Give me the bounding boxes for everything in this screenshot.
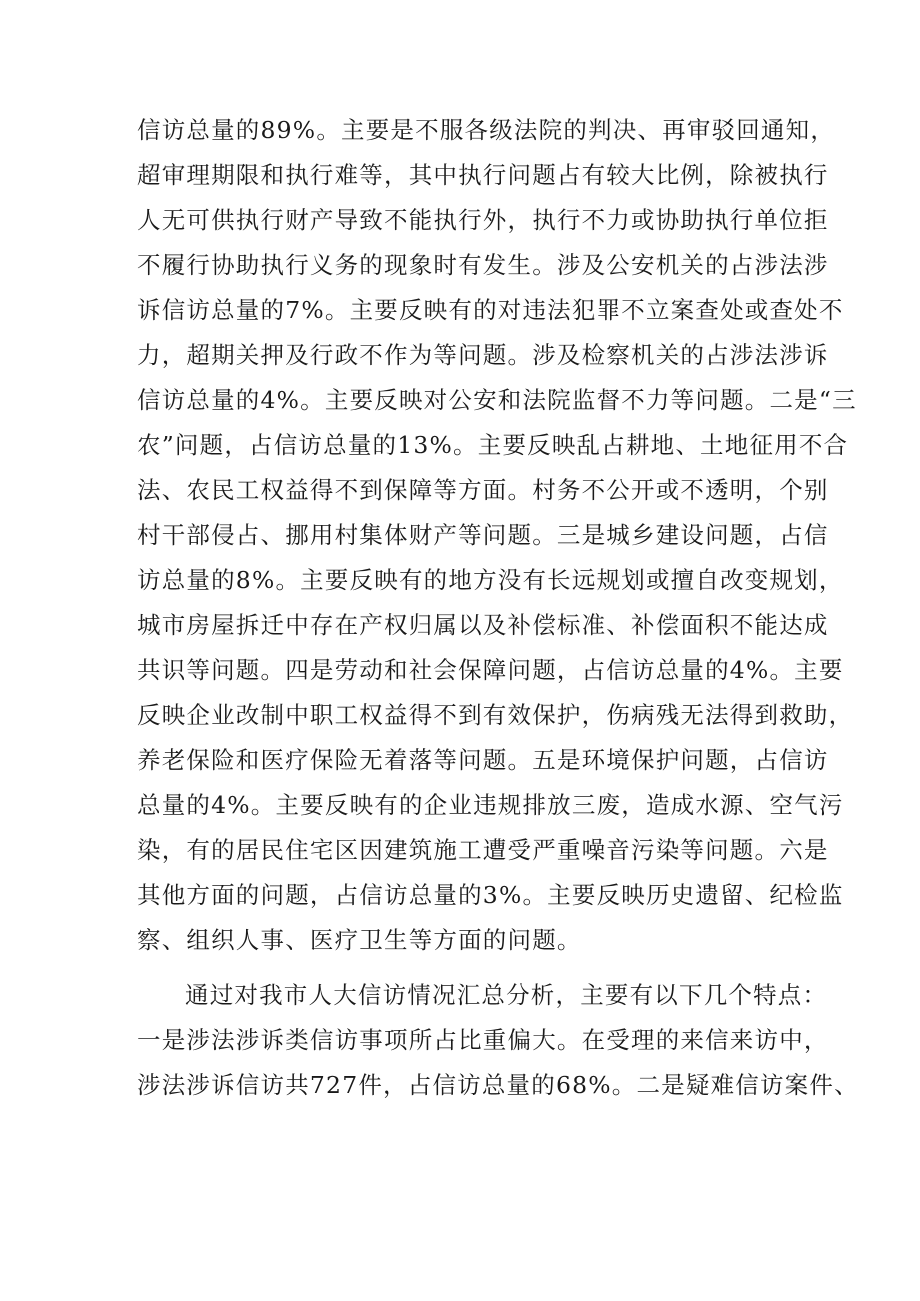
text-line: 人无可供执行财产导致不能执行外，执行不力或协助执行单位拒 xyxy=(137,206,829,234)
text-line: 村干部侵占、挪用村集体财产等问题。三是城乡建设问题，占信 xyxy=(137,521,829,549)
text-line: 染，有的居民住宅区因建筑施工遭受严重噪音污染等问题。六是 xyxy=(137,836,829,864)
text-line: 法、农民工权益得不到保障等方面。村务不公开或不透明，个别 xyxy=(137,476,829,504)
text-line: 察、组织人事、医疗卫生等方面的问题。 xyxy=(137,926,582,954)
text-line: 信访总量的4%。主要反映对公安和法院监督不力等问题。二是“三 xyxy=(137,386,857,414)
text-line: 超审理期限和执行难等，其中执行问题占有较大比例，除被执行 xyxy=(137,161,829,189)
text-line: 涉法涉诉信访共727件，占信访总量的68%。二是疑难信访案件、 xyxy=(137,1071,859,1099)
text-line: 总量的4%。主要反映有的企业违规排放三废，造成水源、空气污 xyxy=(137,791,844,819)
text-line-indented: 通过对我市人大信访情况汇总分析，主要有以下几个特点： xyxy=(185,981,828,1009)
text-line: 共识等问题。四是劳动和社会保障问题，占信访总量的4%。主要 xyxy=(137,656,844,684)
text-line: 诉信访总量的7%。主要反映有的对违法犯罪不立案查处或查处不 xyxy=(137,296,844,324)
text-line: 信访总量的89%。主要是不服各级法院的判决、再审驳回通知， xyxy=(137,116,836,144)
text-line: 其他方面的问题，占信访总量的3%。主要反映历史遗留、纪检监 xyxy=(137,881,844,909)
text-line: 农”问题，占信访总量的13%。主要反映乱占耕地、土地征用不合 xyxy=(137,431,849,459)
text-line: 访总量的8%。主要反映有的地方没有长远规划或擅自改变规划， xyxy=(137,566,844,594)
text-line: 反映企业改制中职工权益得不到有效保护，伤病残无法得到救助， xyxy=(137,701,854,729)
text-line: 养老保险和医疗保险无着落等问题。五是环境保护问题，占信访 xyxy=(137,746,829,774)
text-line: 一是涉法涉诉类信访事项所占比重偏大。在受理的来信来访中， xyxy=(137,1026,829,1054)
text-line: 城市房屋拆迁中存在产权归属以及补偿标准、补偿面积不能达成 xyxy=(137,611,829,639)
text-line: 不履行协助执行义务的现象时有发生。涉及公安机关的占涉法涉 xyxy=(137,251,829,279)
text-line: 力，超期关押及行政不作为等问题。涉及检察机关的占涉法涉诉 xyxy=(137,341,829,369)
